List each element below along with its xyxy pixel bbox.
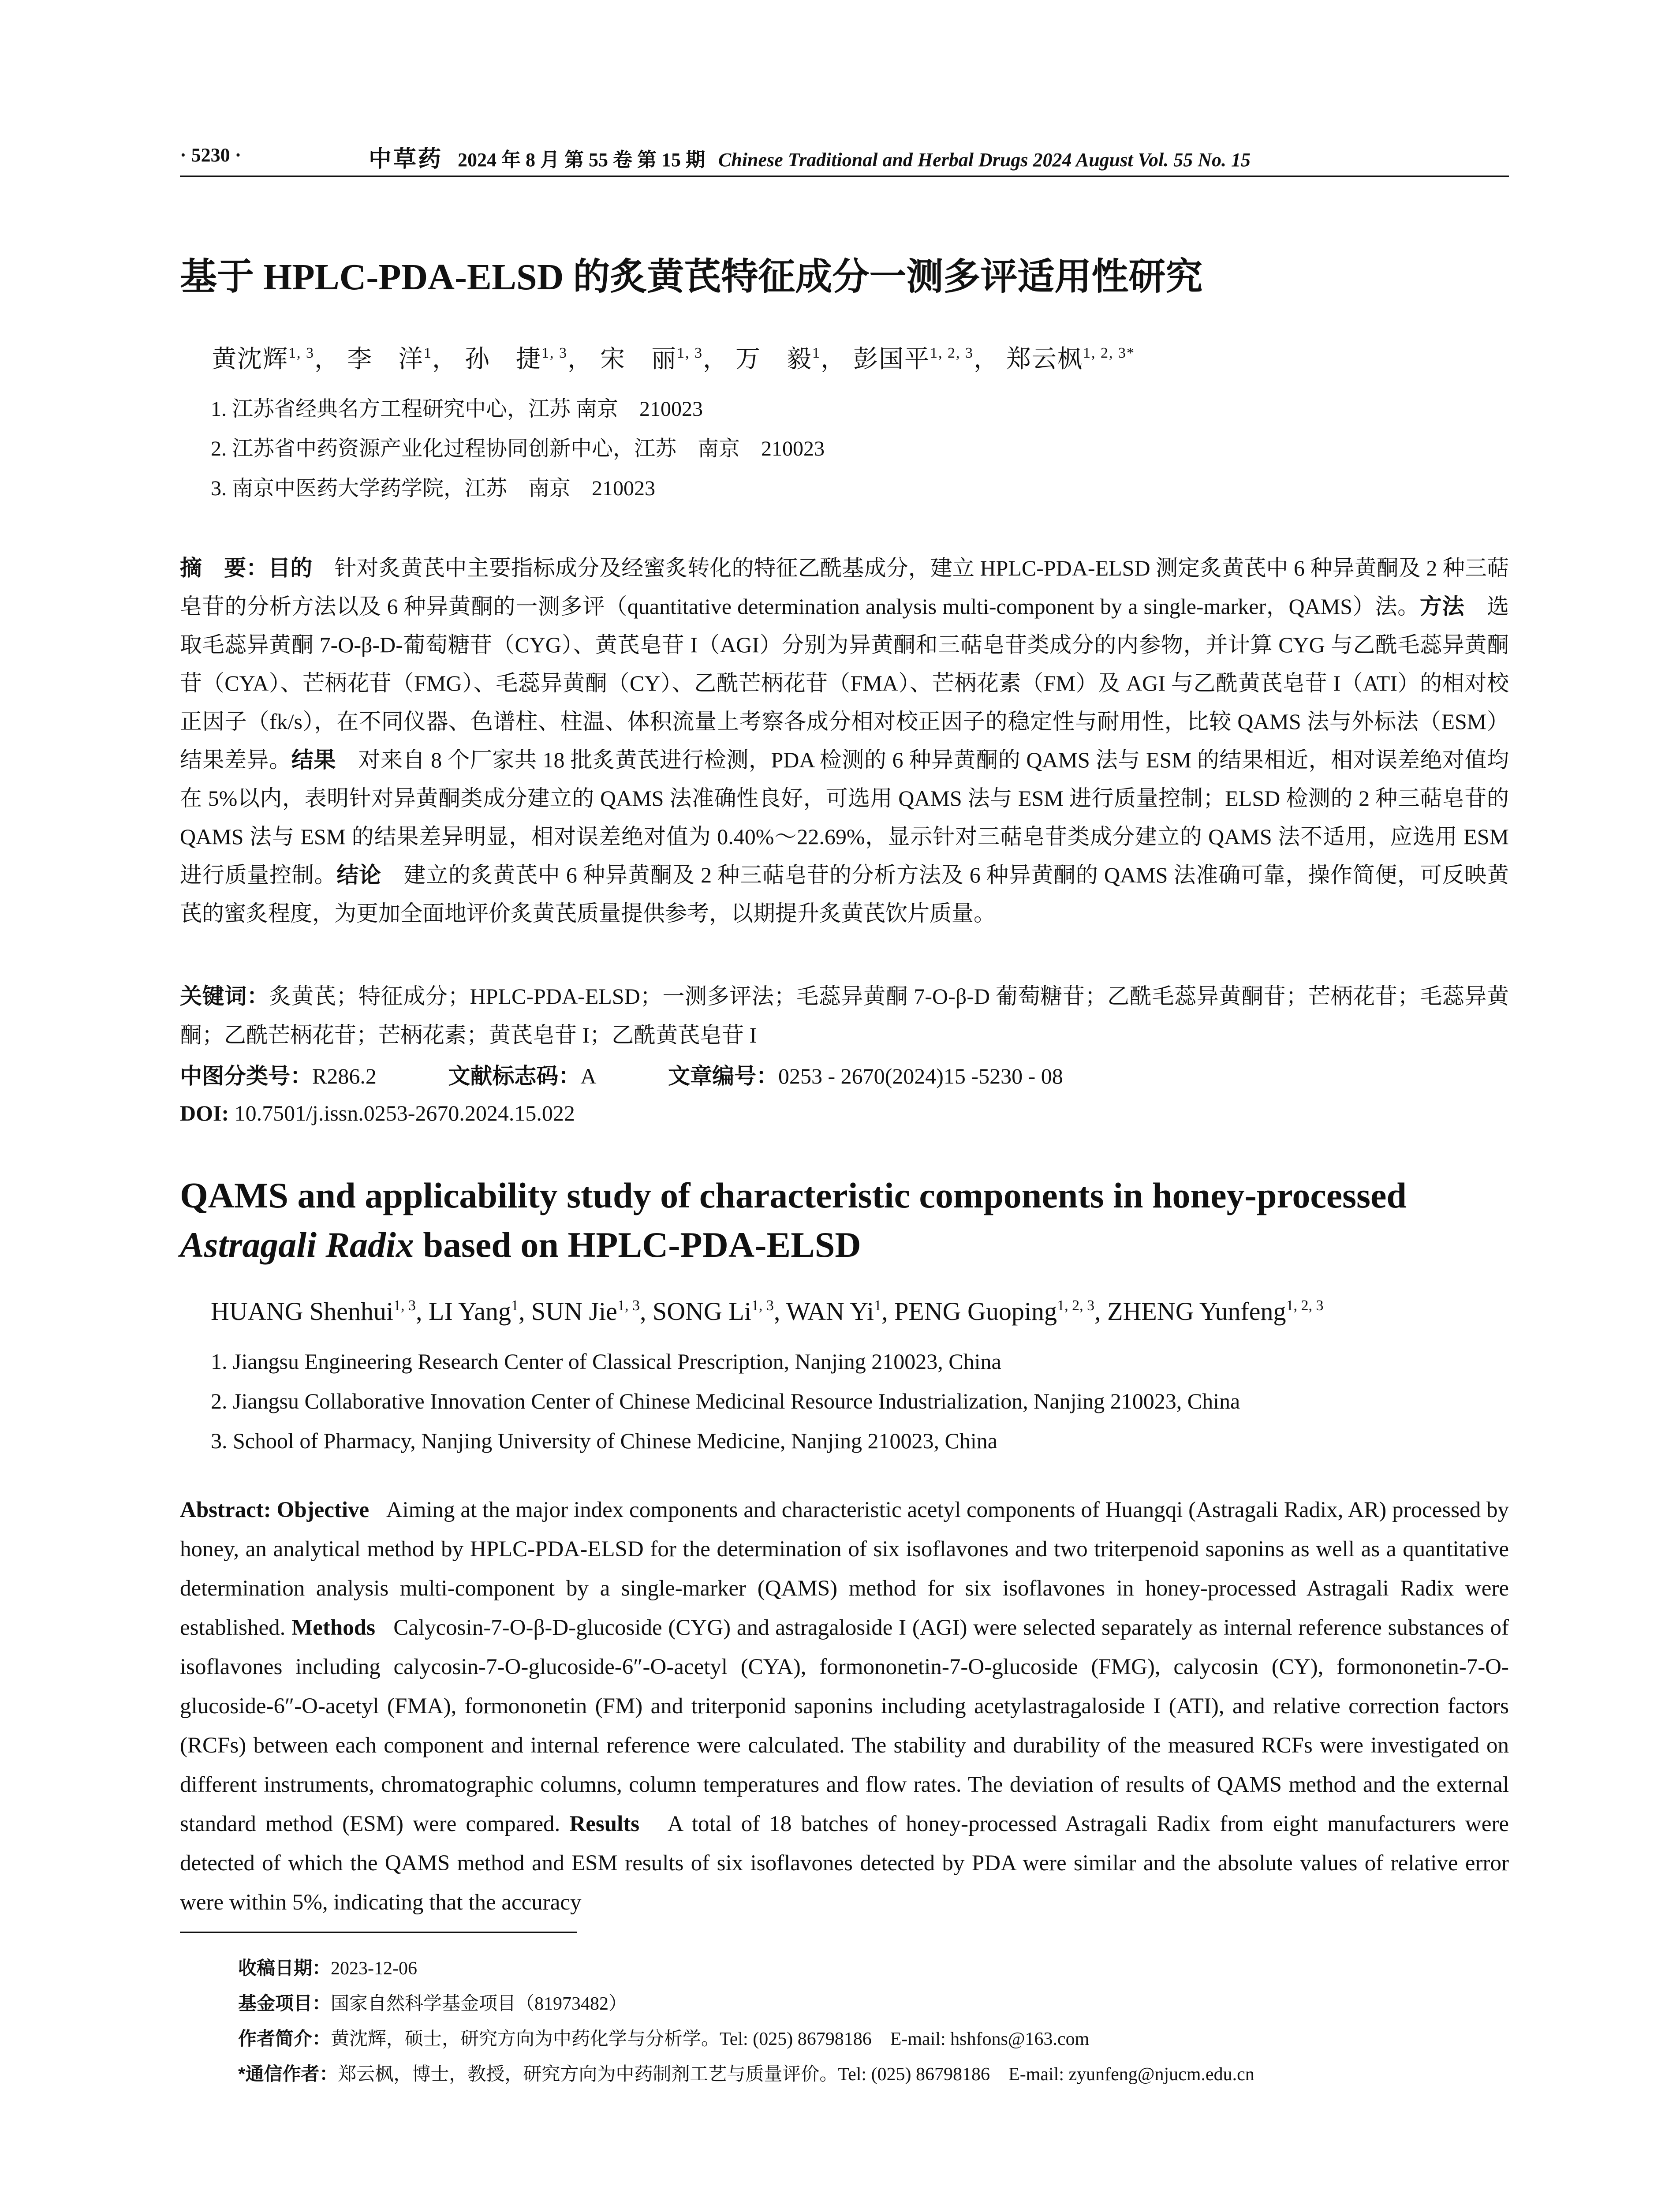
footnote-rule	[180, 1932, 577, 1933]
objective-label: 目的	[268, 556, 313, 580]
article-no-label: 文章编号：	[668, 1064, 778, 1088]
methods-text: 选取毛蕊异黄酮 7-O-β-D-葡萄糖苷（CYG）、黄芪皂苷 I（AGI）分别为异黄酮和三萜皂苷类成分的内参物，并计算 CYG 与乙酰毛蕊异黄酮苷（CYA）、芒柄花苷（FMG）、毛蕊异黄酮（CY）、乙酰芒柄花苷（FMA）、芒柄花素（FM）及 AGI 与乙酰黄芪皂苷 I（ATI）的相对校正因子（fk/s），在不同仪器、色谱柱、柱温、体积流量上考察各成分相对校正因子的稳定性与耐用性，比较 QAMS 法与外标法（ESM）结果差异。	[180, 594, 1509, 772]
author-cn: 宋 丽	[600, 346, 677, 373]
journal-name-cn: 中草药	[369, 147, 443, 172]
author-cn: 孙 捷	[465, 346, 541, 373]
affiliation-en: 2. Jiangsu Collaborative Innovation Center of Chinese Medicinal Resource Industrialization, Nanjing 210023, China	[211, 1389, 1240, 1413]
author-aff: 1	[424, 345, 432, 361]
author-en: SUN Jie	[531, 1297, 617, 1326]
author-cn: 郑云枫	[1006, 346, 1083, 373]
results-label: 结果	[291, 747, 336, 772]
doc-code-value: A	[580, 1064, 597, 1088]
keywords-text: 炙黄芪；特征成分；HPLC-PDA-ELSD；一测多评法；毛蕊异黄酮 7-O-β-D 葡萄糖苷；乙酰毛蕊异黄酮苷；芒柄花苷；毛蕊异黄酮；乙酰芒柄花苷；芒柄花素；黄芪皂苷 I；乙酰黄芪皂苷 I	[180, 984, 1509, 1047]
conclusion-label: 结论	[336, 863, 381, 887]
abstract-cn	[180, 549, 1509, 933]
author-en: LI Yang	[429, 1297, 511, 1326]
footnote-received	[238, 1954, 1509, 1980]
objective-en-text: Aiming at the major index components and characteristic acetyl components of Huangqi (Astragali Radix, AR) processed by honey, an analytical method by HPLC-PDA-ELSD for the determination of six isoflavones and two triterpenoid saponins as well as a quantitative determination analysis multi-component by a single-marker (QAMS) method for six isoflavones in honey-processed Astragali Radix were established.	[180, 1498, 1509, 1640]
keywords-label: 关键词：	[180, 984, 269, 1009]
author-cn: 黄沈辉	[212, 346, 288, 373]
author-aff: 1, 3	[677, 345, 703, 361]
keywords-cn	[180, 977, 1509, 1054]
footnote-label: *通信作者：	[238, 2063, 338, 2084]
results-en-text: A total of 18 batches of honey-processed Astragali Radix from eight manufacturers were detected of which the QAMS method and ESM results of six isoflavones detected by PDA were similar and the absolute values of relative error were within 5%, indicating that the accuracy	[180, 1812, 1509, 1915]
affiliation-cn: 2. 江苏省中药资源产业化过程协同创新中心，江苏 南京 210023	[211, 437, 825, 460]
methods-en-label: Methods	[291, 1615, 375, 1640]
authors-cn: 黄沈辉$^{1, 3}$， 李 洋$^1$， 孙 捷$^{1, 3}$， 宋 丽$^{1, 3}$， 万 毅$^1$， 彭国平$^{1, 2, 3}$， 郑云枫$^{1, 2, 3*}$	[212, 345, 1135, 373]
affiliation-cn: 1. 江苏省经典名方工程研究中心，江苏 南京 210023	[211, 397, 703, 421]
author-aff: 1	[812, 345, 821, 361]
author-aff: 1, 3	[541, 345, 567, 361]
article-no-value: 0253 - 2670(2024)15 -5230 - 08	[778, 1064, 1063, 1088]
doi-label: DOI:	[180, 1101, 229, 1125]
affiliation-en: 1. Jiangsu Engineering Research Center of Classical Prescription, Nanjing 210023, China	[211, 1349, 1001, 1374]
authors-en: HUANG Shenhui$^{1, 3}$, LI Yang$^1$, SUN Jie$^{1, 3}$, SONG Li$^{1, 3}$, WAN Yi$^1$, PENG Guoping$^{1, 2, 3}$, ZHENG Yunfeng$^{1, 2, 3}$	[211, 1297, 1324, 1326]
author-en: SONG Li	[652, 1297, 751, 1326]
author-en: PENG Guoping	[894, 1297, 1057, 1326]
results-text: 对来自 8 个厂家共 18 批炙黄芪进行检测，PDA 检测的 6 种异黄酮的 QAMS 法与 ESM 的结果相近，相对误差绝对值均在 5%以内，表明针对异黄酮类成分建立的 QAMS 法准确性良好，可选用 QAMS 法与 ESM 进行质量控制；ELSD 检测的 2 种三萜皂苷的 QAMS 法与 ESM 的结果差异明显，相对误差绝对值为 0.40%～22.69%，显示针对三萜皂苷类成分建立的 QAMS 法不适用，应选用 ESM 进行质量控制。	[180, 747, 1509, 887]
footnote-text: 2023-12-06	[331, 1958, 417, 1979]
affiliation-cn: 3. 南京中医药大学药学院，江苏 南京 210023	[211, 477, 656, 500]
author-aff: 1, 2, 3	[1057, 1297, 1095, 1314]
abstract-en-label: Abstract:	[180, 1498, 271, 1522]
author-aff: 1, 2, 3	[1286, 1297, 1324, 1314]
footnote-text: 郑云枫，博士，教授，研究方向为中药制剂工艺与质量评价。Tel: (025) 86798186 E-mail: zyunfeng@njucm.edu.cn	[338, 2064, 1254, 2085]
author-en: HUANG Shenhui	[211, 1297, 394, 1326]
page-number: · 5230 ·	[180, 144, 242, 166]
doc-code-label: 文献标志码：	[448, 1064, 581, 1088]
abstract-en	[180, 1491, 1509, 1922]
footnote-fund	[238, 1989, 1509, 2015]
title-en	[180, 1171, 1509, 1270]
author-en: ZHENG Yunfeng	[1107, 1297, 1286, 1326]
conclusion-text: 建立的炙黄芪中 6 种异黄酮及 2 种三萜皂苷的分析方法及 6 种异黄酮的 QAMS 法准确可靠，操作简便，可反映黄芪的蜜炙程度，为更加全面地评价炙黄芪质量提供参考，以期提升炙黄芪饮片质量。	[180, 863, 1509, 926]
affiliation-en: 3. School of Pharmacy, Nanjing University of Chinese Medicine, Nanjing 210023, China	[211, 1428, 997, 1453]
abstract-label: 摘 要：	[180, 556, 269, 580]
author-aff: 1, 3	[393, 1297, 416, 1314]
objective-en-label: Objective	[276, 1498, 370, 1522]
author-aff: 1, 3	[617, 1297, 640, 1314]
author-aff: 1, 2, 3	[930, 345, 974, 361]
header-rule	[180, 176, 1509, 177]
doi-value[interactable]: 10.7501/j.issn.0253-2670.2024.15.022	[234, 1101, 575, 1125]
title-cn: 基于 HPLC-PDA-ELSD 的炙黄芪特征成分一测多评适用性研究	[180, 257, 1203, 298]
author-aff: 1, 2, 3*	[1083, 345, 1135, 361]
running-header	[180, 139, 1509, 175]
issue-cn: 2024 年 8 月 第 55 卷 第 15 期	[458, 149, 705, 171]
methods-label: 方法	[1419, 594, 1465, 619]
author-en: WAN Yi	[786, 1297, 874, 1326]
footnote-label: 收稿日期：	[238, 1958, 331, 1978]
author-aff: 1, 3	[288, 345, 314, 361]
author-aff: 1, 3	[751, 1297, 774, 1314]
doi-line	[180, 1100, 1509, 1126]
author-cn: 彭国平	[853, 346, 930, 373]
footnote-corresponding	[238, 2059, 1509, 2086]
author-cn: 万 毅	[735, 346, 812, 373]
results-en-label: Results	[569, 1812, 640, 1836]
author-aff: 1	[874, 1297, 882, 1314]
footnote-label: 作者简介：	[238, 2028, 331, 2049]
objective-text: 针对炙黄芪中主要指标成分及经蜜炙转化的特征乙酰基成分，建立 HPLC-PDA-ELSD 测定炙黄芪中 6 种异黄酮及 2 种三萜皂苷的分析方法以及 6 种异黄酮的一测多评（quantitative determination analysis multi-component by a single-marker，QAMS）法。	[180, 556, 1509, 619]
title-en-italic: Astragali Radix	[180, 1225, 414, 1265]
footnote-author-bio	[238, 2024, 1509, 2051]
journal-issue	[458, 144, 1251, 172]
title-en-part2: based on HPLC-PDA-ELSD	[423, 1225, 861, 1265]
title-en-part1: QAMS and applicability study of characteristic components in honey-processed	[180, 1175, 1407, 1215]
footnote-text: 黄沈辉，硕士，研究方向为中药化学与分析学。Tel: (025) 86798186 E-mail: hshfons@163.com	[331, 2029, 1090, 2049]
classification-line	[180, 1058, 1509, 1090]
methods-en-text: Calycosin-7-O-β-D-glucoside (CYG) and astragaloside I (AGI) were selected separately as internal reference substances of isoflavones including calycosin-7-O-glucoside-6″-O-acetyl (CYA), formononetin-7-O-glucoside (FMG), calycosin (CY), formononetin-7-O-glucoside-6″-O-acetyl (FMA), formononetin (FM) and triterponid saponins including acetylastragaloside I (ATI), and relative correction factors (RCFs) between each component and internal reference were calculated. The stability and durability of the measured RCFs were investigated on different instruments, chromatographic columns, column temperatures and flow rates. The deviation of results of QAMS method and the external standard method (ESM) were compared.	[180, 1615, 1509, 1836]
journal-name-en: Chinese Traditional and Herbal Drugs 2024 August Vol. 55 No. 15	[718, 149, 1251, 171]
author-aff: 1	[511, 1297, 519, 1314]
author-cn: 李 洋	[347, 346, 424, 373]
clc-label: 中图分类号：	[180, 1064, 312, 1088]
footnote-label: 基金项目：	[238, 1993, 331, 2014]
footnote-text: 国家自然科学基金项目（81973482）	[331, 1994, 627, 2014]
clc-value: R286.2	[312, 1064, 377, 1088]
